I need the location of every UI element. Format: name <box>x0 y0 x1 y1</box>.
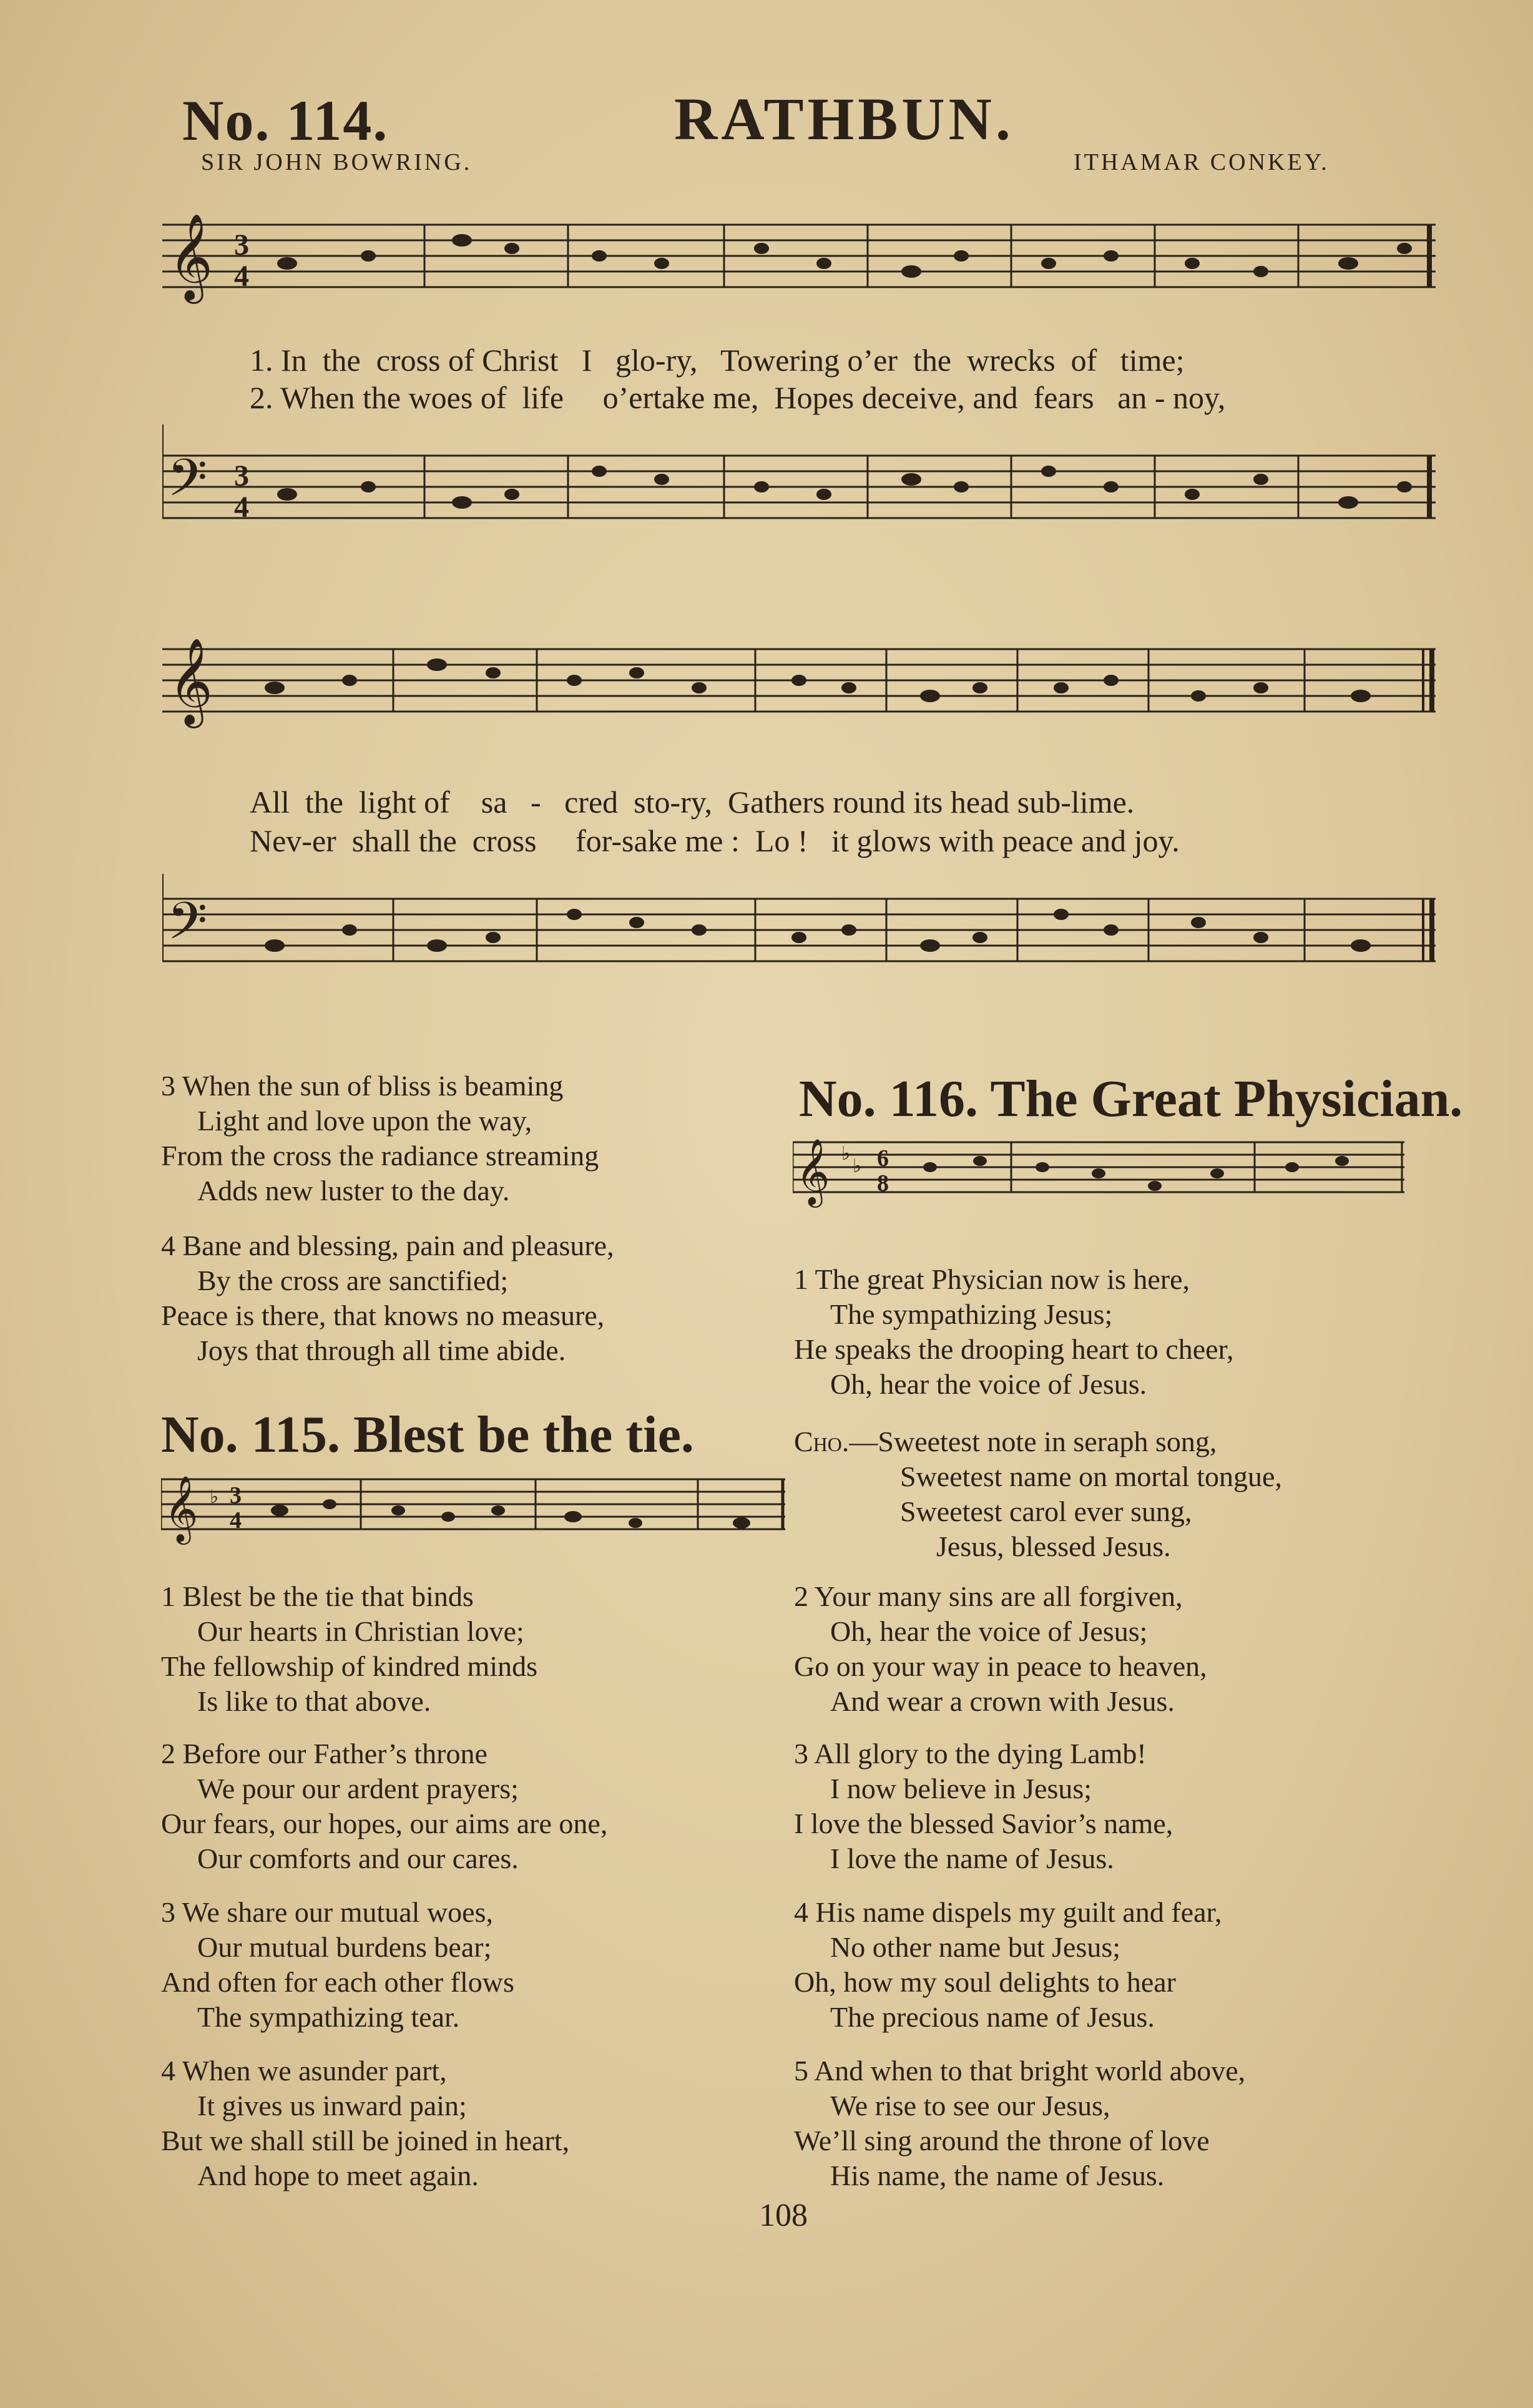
hymn-115-incipit-staff <box>161 1467 791 1548</box>
hymn-114-verse-1-line-2: All the light of sa - cred sto-ry, Gathers round its head sub-lime. <box>250 785 1135 820</box>
hymn-114-verse-1-line-1: 1. In the cross of Christ I glo-ry, Towering o’er the wrecks of time; <box>250 343 1185 378</box>
stanza-line-text: Your many sins are all forgiven, <box>814 1580 1183 1612</box>
bass-staff-system-2 <box>162 874 1442 999</box>
hymn-116-stanza-5 <box>794 2053 1245 2193</box>
svg-text:𝄞: 𝄞 <box>169 213 213 300</box>
stanza-line-text: We rise to see our Jesus, <box>830 2090 1110 2122</box>
stanza-line-text: Joys that through all time abide. <box>197 1334 566 1366</box>
svg-text:4: 4 <box>234 491 249 524</box>
stanza-line <box>794 1736 1173 1771</box>
stanza-line-text: Is like to that above. <box>197 1685 431 1717</box>
stanza-line-text: By the cross are sanctified; <box>197 1265 509 1296</box>
svg-text:♭: ♭ <box>841 1143 851 1165</box>
hymn-114-title: RATHBUN. <box>674 86 1014 152</box>
svg-text:𝄢: 𝄢 <box>167 448 208 521</box>
bass-staff-system-1 <box>162 424 1442 556</box>
stanza-line-text: His name, the name of Jesus. <box>830 2160 1165 2191</box>
stanza-line-text: But we shall still be joined in heart, <box>161 2125 570 2156</box>
svg-text:3: 3 <box>230 1482 242 1509</box>
svg-text:𝄞: 𝄞 <box>164 1475 198 1542</box>
stanza-line-text: Our fears, our hopes, our aims are one, <box>161 1808 608 1839</box>
chorus-line-text: —Sweetest note in seraph song, <box>849 1426 1217 1457</box>
stanza-line-text: From the cross the radiance streaming <box>161 1140 599 1172</box>
stanza-line <box>161 1736 607 1771</box>
stanza-number: 3 <box>161 1896 175 1928</box>
hymn-116-stanza-3 <box>794 1736 1173 1876</box>
hymn-114-stanza-3 <box>161 1069 599 1208</box>
stanza-line <box>161 1579 537 1614</box>
hymn-115-stanza-2 <box>161 1736 607 1876</box>
stanza-line-text: The sympathizing Jesus; <box>830 1298 1113 1330</box>
stanza-line-text: And when to that bright world above, <box>813 2055 1246 2087</box>
stanza-line-text: We share our mutual woes, <box>182 1896 493 1928</box>
stanza-line-text: Light and love upon the way, <box>197 1105 532 1137</box>
hymn-115-title: No. 115. Blest be the tie. <box>161 1406 694 1464</box>
page-number: 108 <box>759 2198 808 2233</box>
stanza-number: 4 <box>794 1896 808 1928</box>
svg-text:3: 3 <box>234 459 249 492</box>
hymn-116-incipit-staff <box>793 1130 1417 1211</box>
stanza-line-text: His name dispels my guilt and fear, <box>815 1896 1222 1928</box>
stanza-line <box>794 2053 1245 2088</box>
stanza-line-text: The great Physician now is here, <box>815 1263 1190 1295</box>
stanza-line-text: Blest be the tie that binds <box>182 1580 474 1612</box>
stanza-line-text: The fellowship of kindred minds <box>161 1650 538 1682</box>
chorus-line-text: Sweetest carol ever sung, <box>900 1495 1192 1527</box>
stanza-line-text: And often for each other flows <box>161 1966 514 1998</box>
stanza-line-text: He speaks the drooping heart to cheer, <box>794 1333 1234 1365</box>
hymn-114-author: SIR JOHN BOWRING. <box>201 149 473 175</box>
stanza-line-text: It gives us inward pain; <box>197 2090 467 2122</box>
stanza-line-text: Before our Father’s throne <box>182 1738 487 1769</box>
hymn-114-number: No. 114. <box>182 89 389 152</box>
stanza-line-text: And hope to meet again. <box>197 2160 479 2191</box>
stanza-line-text: The precious name of Jesus. <box>830 2001 1155 2033</box>
hymn-114-stanza-4 <box>161 1228 614 1368</box>
stanza-line-text: I love the blessed Savior’s name, <box>794 1808 1173 1839</box>
svg-text:𝄢: 𝄢 <box>167 891 208 964</box>
stanza-number: 3 <box>161 1070 175 1102</box>
hymn-116-title: No. 116. The Great Physician. <box>799 1070 1463 1128</box>
stanza-line-text: Oh, how my soul delights to hear <box>794 1966 1176 1998</box>
stanza-line-text: And wear a crown with Jesus. <box>830 1685 1175 1717</box>
stanza-line-text: When the sun of bliss is beaming <box>182 1070 564 1102</box>
svg-text:𝄞: 𝄞 <box>796 1138 830 1205</box>
stanza-number: 4 <box>161 1230 175 1261</box>
stanza-line <box>161 1228 614 1263</box>
hymn-114-verse-2-line-2: Nev-er shall the cross for-sake me : Lo ! it glows with peace and joy. <box>250 823 1180 858</box>
stanza-number: 4 <box>161 2055 175 2087</box>
chorus-line-text: Sweetest name on mortal tongue, <box>900 1461 1282 1492</box>
stanza-line-text: Our mutual burdens bear; <box>197 1931 492 1963</box>
stanza-line-text: We’ll sing around the throne of love <box>794 2125 1210 2156</box>
svg-text:3: 3 <box>234 228 249 262</box>
hymn-116-chorus <box>794 1424 1282 1564</box>
stanza-line-text: Our hearts in Christian love; <box>197 1615 524 1647</box>
hymn-115-stanza-3 <box>161 1895 514 2035</box>
hymn-114-verse-2-line-1: 2. When the woes of life o’ertake me, Hopes deceive, and fears an - noy, <box>250 380 1226 415</box>
hymn-115-stanza-1 <box>161 1579 537 1719</box>
chorus-line <box>794 1424 1282 1459</box>
stanza-line-text: Peace is there, that knows no measure, <box>161 1299 605 1331</box>
stanza-number: 5 <box>794 2055 808 2087</box>
stanza-line <box>794 1262 1234 1297</box>
stanza-line-text: Go on your way in peace to heaven, <box>794 1650 1207 1682</box>
stanza-line-text: We pour our ardent prayers; <box>197 1773 519 1804</box>
treble-staff-system-1 <box>162 206 1442 306</box>
stanza-line-text: Oh, hear the voice of Jesus. <box>830 1368 1147 1400</box>
stanza-number: 3 <box>794 1738 808 1769</box>
svg-text:4: 4 <box>234 260 249 293</box>
hymn-114-composer: ITHAMAR CONKEY. <box>1074 149 1330 175</box>
stanza-line <box>794 1579 1207 1614</box>
stanza-line-text: No other name but Jesus; <box>830 1931 1121 1963</box>
stanza-line-text: All glory to the dying Lamb! <box>813 1738 1147 1769</box>
treble-staff-system-2 <box>162 630 1442 730</box>
svg-text:8: 8 <box>877 1170 889 1197</box>
stanza-line-text: The sympathizing tear. <box>197 2001 460 2033</box>
stanza-line-text: Adds new luster to the day. <box>197 1175 510 1206</box>
stanza-line-text: When we asunder part, <box>182 2055 447 2087</box>
svg-text:6: 6 <box>877 1145 889 1172</box>
stanza-line <box>161 2053 569 2088</box>
hymn-116-stanza-4 <box>794 1895 1222 2035</box>
hymn-115-stanza-4 <box>161 2053 569 2193</box>
stanza-number: 1 <box>794 1263 808 1295</box>
stanza-line <box>161 1069 599 1104</box>
stanza-line-text: Oh, hear the voice of Jesus; <box>830 1615 1148 1647</box>
stanza-line <box>161 1895 514 1930</box>
svg-text:♭: ♭ <box>853 1155 862 1177</box>
chorus-line-text: Jesus, blessed Jesus. <box>936 1530 1171 1562</box>
hymn-116-stanza-2 <box>794 1579 1207 1719</box>
stanza-number: 2 <box>161 1738 175 1769</box>
stanza-number: 2 <box>794 1580 808 1612</box>
svg-text:♭: ♭ <box>210 1486 219 1508</box>
stanza-line <box>794 1895 1222 1930</box>
hymn-116-stanza-1 <box>794 1262 1234 1402</box>
stanza-line-text: Our comforts and our cares. <box>197 1843 519 1874</box>
stanza-number: 1 <box>161 1580 175 1612</box>
svg-text:4: 4 <box>230 1507 242 1534</box>
stanza-line-text: Bane and blessing, pain and pleasure, <box>182 1230 614 1261</box>
stanza-line-text: I now believe in Jesus; <box>830 1773 1092 1804</box>
chorus-label: Cho. <box>794 1426 850 1457</box>
svg-text:𝄞: 𝄞 <box>169 638 213 725</box>
stanza-line-text: I love the name of Jesus. <box>830 1843 1114 1874</box>
